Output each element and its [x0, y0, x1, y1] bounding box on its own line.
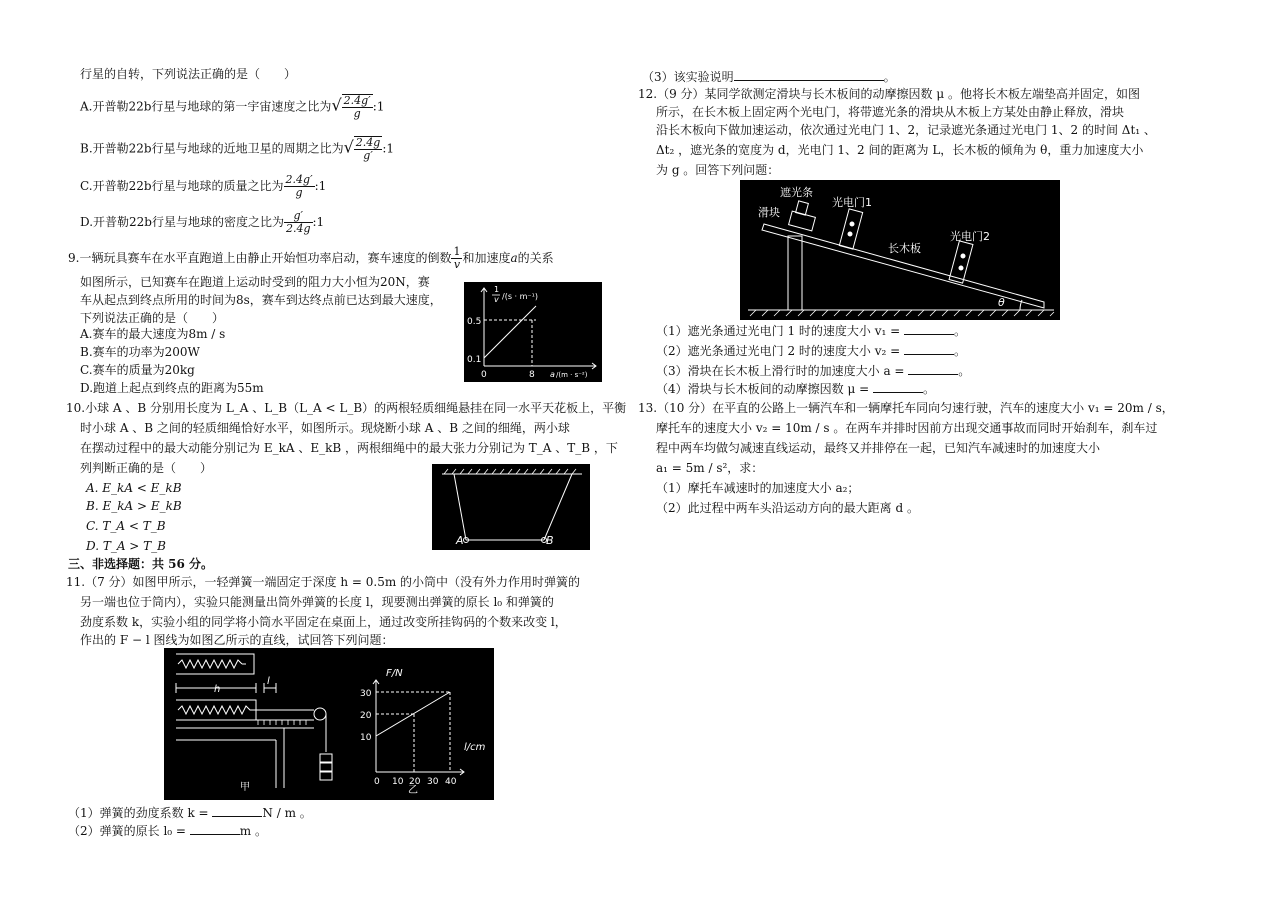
q9-xlabel-var: a [550, 370, 555, 379]
q12-sub2-text: （2）遮光条通过光电门 2 时的速度大小 v₂ = [656, 344, 904, 358]
q9-xtick-0: 0 [481, 370, 487, 380]
q10-label-a: A [456, 534, 464, 547]
q13-sub1: （1）摩托车减速时的加速度大小 a₂； [656, 481, 860, 495]
q8-tail: 行星的自转，下列说法正确的是（ ） [80, 67, 297, 81]
q12-label-huakuai: 滑块 [758, 206, 780, 219]
q8-c-den: g [295, 186, 303, 199]
q8-option-d [80, 210, 324, 235]
q8-c-num: 2.4g′ [285, 173, 313, 186]
q9-option-d: D.跑道上起点到终点的距离为55m [80, 381, 264, 395]
q12-sub1-end: 。 [954, 324, 967, 338]
q8-d-den: 2.4g [285, 222, 311, 235]
q12-label-gate2: 光电门2 [950, 230, 990, 243]
q8-b-num: 2.4g [355, 136, 381, 149]
q12-sub1-blank[interactable] [904, 322, 954, 335]
q12-sub3-text: （3）滑块在长木板上滑行时的加速度大小 a = [656, 364, 909, 378]
q10-label-b: B [546, 534, 554, 547]
q8-b-suffix: :1 [382, 141, 395, 156]
q11-sub3: （3）该实验说明 。 [642, 70, 896, 84]
q9-line1-a: 9.一辆玩具赛车在水平直跑道上由静止开始恒功率启动，赛车速度的倒数 [68, 251, 452, 265]
q12-label-gate1: 光电门1 [832, 196, 872, 209]
q12-line4: Δt₂ ，遮光条的宽度为 d，光电门 1、2 间的距离为 L，长木板的倾角为 θ，重力加速度大小 [656, 143, 1144, 157]
q12-sub1-text: （1）遮光条通过光电门 1 时的速度大小 v₁ = [656, 324, 904, 338]
q8-a-num: 2.4g′ [343, 94, 371, 107]
q11-xtick-20: 20 [409, 777, 421, 787]
q10-line2: 时小球 A 、B 之间的轻质细绳恰好水平，如图所示。现烧断小球 A 、B 之间的细绳，两小球 [80, 421, 570, 435]
q12-label-zheguangtiao: 遮光条 [780, 186, 813, 199]
q11-F-label: F/N [386, 668, 403, 679]
q13-line4: a₁ = 5m / s²，求： [656, 461, 764, 475]
q9-frac-num: 1 [453, 245, 461, 258]
q11-sub2-unit: m 。 [239, 824, 267, 838]
q11-ytick-20: 20 [360, 711, 372, 721]
q9-xtick-8: 8 [529, 370, 535, 380]
q9-graph [464, 282, 602, 382]
q12-sub3-blank[interactable] [908, 362, 958, 375]
q8-option-d-text: D.开普勒22b行星与地球的密度之比为 [80, 215, 284, 229]
q11-sub1-blank[interactable] [212, 804, 262, 817]
q12-sub2-end: 。 [954, 344, 967, 358]
q11-figure [164, 648, 494, 800]
q12-line2: 所示，在长木板上固定两个光电门，将带遮光条的滑块从木板上方某处由静止释放，滑块 [656, 105, 1125, 119]
q12-label-theta: θ [998, 296, 1005, 309]
q12-figure [740, 180, 1060, 320]
q10-line1: 10.小球 A 、B 分别用长度为 L_A 、L_B（L_A < L_B）的两根轻质细绳悬挂在同一水平天花板上，平衡 [66, 401, 627, 415]
q12-label-board: 长木板 [888, 242, 921, 255]
q11-sub2-blank[interactable] [190, 822, 240, 835]
q11-sub1-text: （1）弹簧的劲度系数 k = [68, 806, 213, 820]
q12-line1: 12.（9 分）某同学欲测定滑块与长木板间的动摩擦因数 μ 。他将长木板左端垫高并固定，如图 [638, 87, 1140, 101]
q8-option-c-text: C.开普勒22b行星与地球的质量之比为 [80, 179, 284, 193]
q10-option-c: C. T_A < T_B [86, 519, 166, 533]
q10-option-d: D. T_A > T_B [86, 539, 166, 553]
q8-a-suffix: :1 [372, 99, 385, 114]
q11-xtick-30: 30 [427, 777, 439, 787]
q9-frac-den: v [453, 258, 461, 271]
q9-line2: 如图所示，已知赛车在跑道上运动时受到的阻力大小恒为20N，赛 [80, 275, 430, 289]
q12-sub4 [656, 380, 935, 397]
q8-option-b: B.开普勒22b行星与地球的近地卫星的周期之比为√ $\frac{2.4g}{g'}$ :1 [80, 136, 395, 162]
q9-ylabel-den: v [494, 295, 499, 304]
q12-sub2 [656, 342, 966, 359]
q11-ytick-30: 30 [360, 689, 372, 699]
q8-a-den: g [353, 107, 361, 120]
q9-line1 [68, 246, 554, 271]
q11-sub3-blank[interactable] [734, 68, 884, 81]
q11-sub1 [68, 804, 312, 821]
q9-ylabel-num: 1 [494, 285, 500, 294]
q8-d-suffix: :1 [312, 215, 325, 229]
q12-sub4-blank[interactable] [873, 380, 923, 393]
q11-line1: 11.（7 分）如图甲所示，一轻弹簧一端固定于深度 h = 0.5m 的小筒中（没有外力作用时弹簧的 [66, 575, 581, 589]
q10-line3: 在摆动过程中的最大动能分别记为 E_kA 、E_kB ，两根细绳中的最大张力分别记为 T_A 、T_B ，下 [80, 441, 618, 455]
q9-line1-b: 和加速度 [462, 251, 511, 265]
q8-b-den: g′ [363, 149, 373, 162]
q9-line1-c: 的关系 [517, 251, 554, 265]
q9-ytick-05: 0.5 [467, 317, 482, 327]
q11-ytick-10: 10 [360, 733, 372, 743]
q8-option-a-text: A.开普勒22b行星与地球的第一宇宙速度之比为 [80, 99, 332, 114]
q10-figure [432, 464, 590, 550]
q9-var-a: a [510, 251, 518, 265]
q8-option-b-text: B.开普勒22b行星与地球的近地卫星的周期之比为 [80, 141, 344, 156]
q11-xtick-10: 10 [392, 777, 404, 787]
q10-option-a: A. E_kA < E_kB [86, 481, 182, 495]
q9-xlabel-unit: /(m · s⁻²) [556, 371, 588, 379]
q11-line3: 劲度系数 k，实验小组的同学将小筒水平固定在桌面上，通过改变所挂钩码的个数来改变 l， [80, 615, 567, 629]
q9-line3: 车从起点到终点所用的时间为8s，赛车到达终点前已达到最大速度， [80, 293, 442, 307]
q8-option-a: A.开普勒22b行星与地球的第一宇宙速度之比为√ $\frac{2.4g'}{g}$ :1 [80, 94, 385, 120]
q12-line3: 沿长木板向下做加速运动，依次通过光电门 1、2，记录遮光条通过光电门 1、2 的时间 Δt₁ 、 [656, 123, 1156, 137]
q9-ytick-01: 0.1 [467, 355, 482, 365]
q12-sub3-end: 。 [958, 364, 971, 378]
q11-l-label: l [267, 676, 270, 687]
q8-option-c [80, 174, 326, 199]
q9-ylabel-unit: /(s · m⁻¹) [502, 292, 538, 301]
q11-sub3-text: （3）该实验说明 [642, 70, 734, 84]
q13-line3: 程中两车均做匀减速直线运动，最终又并排停在一起，已知汽车减速时的加速度大小 [656, 441, 1101, 455]
q10-line4: 列判断正确的是（ ） [80, 461, 213, 475]
q12-sub1 [656, 322, 966, 339]
q9-option-a: A.赛车的最大速度为8m / s [80, 327, 226, 341]
q11-h-label: h [214, 684, 221, 695]
q12-line5: 为 g 。回答下列问题： [656, 163, 780, 177]
q11-sub2-text: （2）弹簧的原长 l₀ = [68, 824, 190, 838]
q8-d-num: g′ [284, 210, 313, 223]
q12-sub2-blank[interactable] [904, 342, 954, 355]
q11-line2: 另一端也位于筒内），实验只能测量出筒外弹簧的长度 l，现要测出弹簧的原长 l₀ 和弹簧的 [80, 595, 554, 609]
q11-sub1-unit: N / m 。 [262, 806, 312, 820]
q12-sub4-end: 。 [922, 382, 935, 396]
q9-option-c: C.赛车的质量为20kg [80, 363, 195, 377]
q11-xtick-0: 0 [374, 777, 380, 787]
q11-line4: 作出的 F − l 图线为如图乙所示的直线，试回答下列问题： [80, 633, 394, 647]
q11-lcm-label: l/cm [464, 742, 486, 753]
q10-option-b: B. E_kA > E_kB [86, 499, 182, 513]
q13-line2: 摩托车的速度大小 v₂ = 10m / s 。在两车并排时因前方出现交通事故而同时开始刹车，刹车过 [656, 421, 1158, 435]
section-3-title: 三、非选择题：共 56 分。 [68, 557, 214, 571]
q13-sub2: （2）此过程中两车头沿运动方向的最大距离 d 。 [656, 501, 919, 515]
q9-option-b: B.赛车的功率为200W [80, 345, 200, 359]
q11-label-yi: 乙 [408, 785, 418, 796]
q12-sub3 [656, 362, 970, 379]
q11-sub2 [68, 822, 267, 839]
q11-label-jia: 甲 [240, 782, 250, 793]
q13-line1: 13.（10 分）在平直的公路上一辆汽车和一辆摩托车同向匀速行驶，汽车的速度大小 v₁ = 20m / s， [638, 401, 1174, 415]
q11-xtick-40: 40 [445, 777, 457, 787]
q12-sub4-text: （4）滑块与长木板间的动摩擦因数 μ = [656, 382, 873, 396]
q9-line4: 下列说法正确的是（ ） [80, 311, 225, 325]
q8-c-suffix: :1 [314, 179, 327, 193]
